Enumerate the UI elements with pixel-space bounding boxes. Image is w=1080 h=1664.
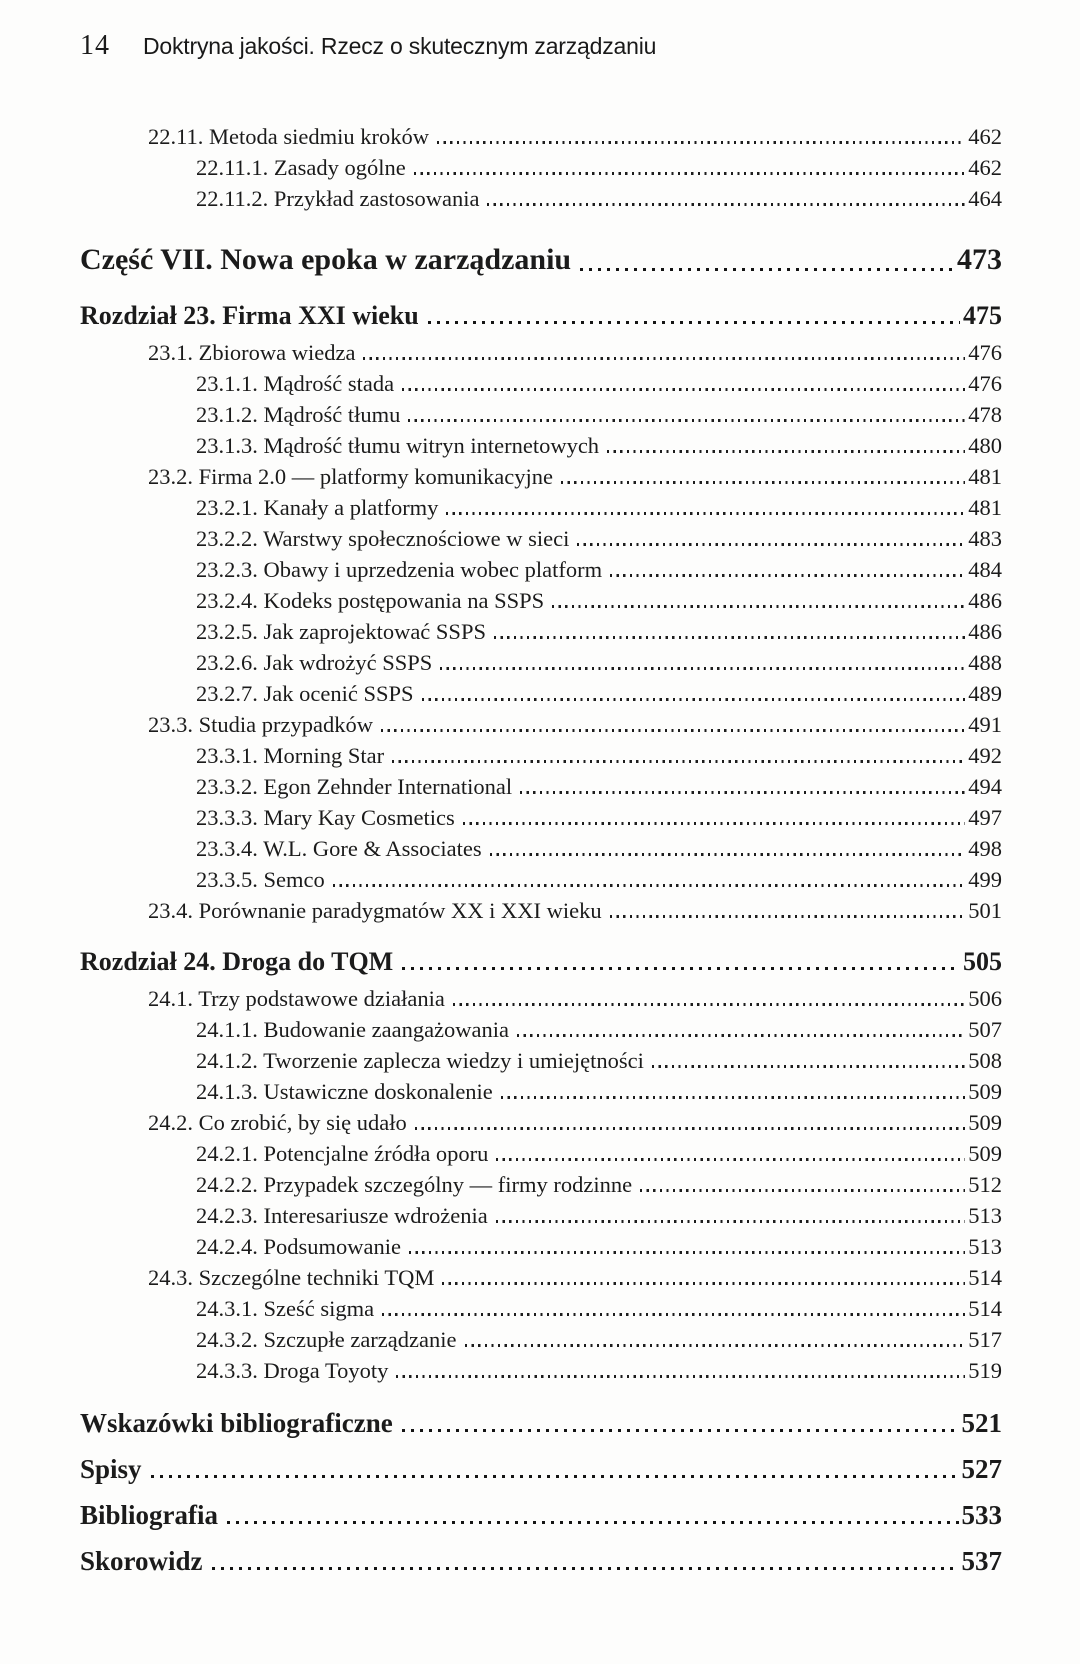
toc-entry-page: 481 — [968, 494, 1002, 520]
toc-entry-label: 24.2.4. Podsumowanie — [196, 1233, 401, 1259]
toc-entry-page: 486 — [968, 587, 1002, 613]
toc-entry-label: 24.2.2. Przypadek szczególny — firmy rodzinne — [196, 1171, 633, 1197]
toc-entry — [80, 365, 1002, 396]
toc-entry — [80, 520, 1002, 551]
toc-entry — [80, 396, 1002, 427]
toc-entry-page: 513 — [968, 1202, 1002, 1228]
toc-entry-label: 24.2. Co zrobić, by się udało — [148, 1109, 407, 1135]
toc-entry-page: 480 — [968, 432, 1002, 458]
toc-entry-page: 509 — [968, 1109, 1002, 1135]
table-of-contents — [80, 118, 1002, 1576]
dot-leader — [396, 1375, 965, 1378]
toc-entry — [80, 582, 1002, 613]
toc-entry — [80, 118, 1002, 149]
toc-entry-page: 514 — [968, 1295, 1002, 1321]
toc-entry-label: 23.3.4. W.L. Gore & Associates — [196, 835, 482, 861]
toc-entry-page: 475 — [963, 300, 1002, 330]
dot-leader — [496, 1220, 965, 1223]
dot-leader — [501, 1096, 965, 1099]
toc-entry-label: Rozdział 24. Droga do TQM — [80, 946, 394, 976]
toc-entry-label: 22.11.2. Przykład zastosowania — [196, 185, 480, 211]
toc-entry-label: 23.2.1. Kanały a platformy — [196, 494, 439, 520]
dot-leader — [640, 1189, 965, 1192]
toc-entry-page: 537 — [961, 1545, 1002, 1576]
dot-leader — [610, 915, 966, 918]
dot-leader — [212, 1567, 959, 1570]
toc-entry-label: 22.11.1. Zasady ogólne — [196, 154, 406, 180]
toc-entry-label: 23.2.2. Warstwy społecznościowe w sieci — [196, 525, 570, 551]
dot-leader — [607, 450, 965, 453]
dot-leader — [392, 760, 965, 763]
toc-entry — [80, 799, 1002, 830]
toc-entry-page: 506 — [968, 985, 1002, 1011]
dot-leader — [333, 884, 966, 887]
toc-entry — [80, 980, 1002, 1011]
toc-entry-label: 24.3.3. Droga Toyoty — [196, 1357, 389, 1383]
dot-leader — [414, 172, 965, 175]
dot-leader — [408, 419, 965, 422]
toc-entry-page: 519 — [968, 1357, 1002, 1383]
toc-entry-label: 23.1.2. Mądrość tłumu — [196, 401, 401, 427]
dot-leader — [382, 1313, 965, 1316]
toc-entry-label: 24.3.1. Sześć sigma — [196, 1295, 375, 1321]
toc-entry — [80, 768, 1002, 799]
toc-entry — [80, 1166, 1002, 1197]
dot-leader — [446, 512, 965, 515]
toc-entry-label: 23.4. Porównanie paradygmatów XX i XXI wieku — [148, 897, 602, 923]
dot-leader — [402, 967, 960, 970]
toc-entry — [80, 1352, 1002, 1383]
toc-entry-label: 24.1. Trzy podstawowe działania — [148, 985, 445, 1011]
toc-entry — [80, 1197, 1002, 1228]
toc-entry-label: 24.1.2. Tworzenie zaplecza wiedzy i umiejętności — [196, 1047, 644, 1073]
dot-leader — [442, 1282, 965, 1285]
toc-entry-label: 23.1.3. Mądrość tłumu witryn internetowych — [196, 432, 600, 458]
toc-entry-page: 505 — [963, 946, 1002, 976]
toc-entry-label: 23.3. Studia przypadków — [148, 711, 373, 737]
toc-entry — [80, 644, 1002, 675]
dot-leader — [409, 1251, 965, 1254]
toc-entry-label: Część VII. Nowa epoka w zarządzaniu — [80, 243, 572, 277]
dot-leader — [580, 268, 954, 271]
dot-leader — [422, 698, 966, 701]
toc-entry — [80, 935, 1002, 976]
toc-entry — [80, 1042, 1002, 1073]
toc-entry-label: Skorowidz — [80, 1545, 203, 1576]
toc-entry-page: 462 — [968, 123, 1002, 149]
toc-entry-label: 23.2.7. Jak ocenić SSPS — [196, 680, 414, 706]
toc-entry-page: 513 — [968, 1233, 1002, 1259]
toc-entry-page: 478 — [968, 401, 1002, 427]
toc-entry-label: 23.2.4. Kodeks postępowania na SSPS — [196, 587, 545, 613]
toc-entry-label: 24.3. Szczególne techniki TQM — [148, 1264, 435, 1290]
toc-entry-page: 476 — [968, 339, 1002, 365]
toc-entry-label: Spisy — [80, 1453, 142, 1484]
dot-leader — [151, 1475, 959, 1478]
toc-entry-page: 501 — [968, 897, 1002, 923]
toc-entry-label: 24.1.1. Budowanie zaangażowania — [196, 1016, 510, 1042]
toc-entry — [80, 1401, 1002, 1438]
toc-entry-label: 24.3.2. Szczupłe zarządzanie — [196, 1326, 457, 1352]
dot-leader — [610, 574, 965, 577]
toc-entry-label: Wskazówki bibliograficzne — [80, 1407, 393, 1438]
dot-leader — [652, 1065, 965, 1068]
toc-entry-label: 23.3.1. Morning Star — [196, 742, 385, 768]
toc-entry-page: 509 — [968, 1078, 1002, 1104]
toc-entry-page: 484 — [968, 556, 1002, 582]
dot-leader — [363, 357, 965, 360]
toc-entry — [80, 1104, 1002, 1135]
toc-entry — [80, 830, 1002, 861]
toc-entry — [80, 1447, 1002, 1484]
toc-entry-page: 481 — [968, 463, 1002, 489]
toc-entry-page: 473 — [957, 243, 1002, 277]
toc-entry — [80, 1290, 1002, 1321]
toc-entry-label: 24.2.1. Potencjalne źródła oporu — [196, 1140, 489, 1166]
toc-entry-label: 23.1.1. Mądrość stada — [196, 370, 395, 396]
dot-leader — [415, 1127, 966, 1130]
toc-entry — [80, 675, 1002, 706]
toc-entry-page: 476 — [968, 370, 1002, 396]
toc-entry-label: 23.2. Firma 2.0 — platformy komunikacyjne — [148, 463, 553, 489]
toc-entry — [80, 458, 1002, 489]
toc-entry — [80, 1011, 1002, 1042]
dot-leader — [402, 1429, 959, 1432]
toc-entry — [80, 489, 1002, 520]
toc-entry-page: 527 — [961, 1453, 1002, 1484]
toc-entry-label: 23.3.2. Egon Zehnder International — [196, 773, 513, 799]
toc-entry — [80, 613, 1002, 644]
toc-entry — [80, 1321, 1002, 1352]
toc-entry — [80, 1135, 1002, 1166]
toc-entry-page: 464 — [968, 185, 1002, 211]
toc-entry-label: 23.3.3. Mary Kay Cosmetics — [196, 804, 455, 830]
toc-entry — [80, 706, 1002, 737]
dot-leader — [494, 636, 965, 639]
toc-entry-label: 23.2.3. Obawy i uprzedzenia wobec platform — [196, 556, 603, 582]
dot-leader — [453, 1003, 965, 1006]
dot-leader — [520, 791, 965, 794]
toc-entry — [80, 551, 1002, 582]
toc-entry-label: 22.11. Metoda siedmiu kroków — [148, 123, 430, 149]
running-title: Doktryna jakości. Rzecz o skutecznym zarządzaniu — [143, 33, 657, 59]
toc-entry-page: 491 — [968, 711, 1002, 737]
toc-entry-page: 508 — [968, 1047, 1002, 1073]
toc-entry — [80, 334, 1002, 365]
dot-leader — [381, 729, 965, 732]
toc-entry-page: 492 — [968, 742, 1002, 768]
toc-entry-page: 517 — [968, 1326, 1002, 1352]
toc-entry-label: Rozdział 23. Firma XXI wieku — [80, 300, 419, 330]
toc-entry-page: 512 — [968, 1171, 1002, 1197]
dot-leader — [487, 203, 965, 206]
dot-leader — [465, 1344, 966, 1347]
toc-entry — [80, 1228, 1002, 1259]
toc-entry-page: 486 — [968, 618, 1002, 644]
toc-entry-page: 483 — [968, 525, 1002, 551]
toc-entry-page: 514 — [968, 1264, 1002, 1290]
toc-entry-label: 23.3.5. Semco — [196, 866, 325, 892]
toc-entry-label: 23.2.6. Jak wdrożyć SSPS — [196, 649, 433, 675]
dot-leader — [428, 321, 960, 324]
dot-leader — [440, 667, 965, 670]
page-number: 14 — [80, 30, 110, 61]
toc-entry — [80, 1539, 1002, 1576]
toc-entry-page: 494 — [968, 773, 1002, 799]
toc-entry — [80, 1073, 1002, 1104]
dot-leader — [517, 1034, 965, 1037]
toc-entry — [80, 737, 1002, 768]
toc-entry — [80, 149, 1002, 180]
toc-entry-label: Bibliografia — [80, 1499, 219, 1530]
page-header — [80, 30, 1002, 62]
dot-leader — [437, 141, 965, 144]
toc-entry — [80, 1259, 1002, 1290]
toc-entry-page: 498 — [968, 835, 1002, 861]
toc-entry — [80, 892, 1002, 923]
dot-leader — [496, 1158, 965, 1161]
dot-leader — [490, 853, 966, 856]
toc-entry-page: 521 — [961, 1407, 1002, 1438]
toc-entry-page: 499 — [968, 866, 1002, 892]
toc-entry-page: 533 — [961, 1499, 1002, 1530]
dot-leader — [577, 543, 965, 546]
dot-leader — [552, 605, 965, 608]
toc-entry — [80, 231, 1002, 277]
toc-entry — [80, 427, 1002, 458]
toc-entry — [80, 1493, 1002, 1530]
toc-entry-label: 23.2.5. Jak zaprojektować SSPS — [196, 618, 486, 644]
dot-leader — [402, 388, 965, 391]
toc-entry-page: 507 — [968, 1016, 1002, 1042]
toc-entry-label: 24.2.3. Interesariusze wdrożenia — [196, 1202, 488, 1228]
toc-entry — [80, 861, 1002, 892]
toc-entry — [80, 180, 1002, 211]
toc-entry-label: 24.1.3. Ustawiczne doskonalenie — [196, 1078, 493, 1104]
toc-entry-label: 23.1. Zbiorowa wiedza — [148, 339, 356, 365]
toc-entry — [80, 289, 1002, 330]
toc-entry-page: 462 — [968, 154, 1002, 180]
toc-entry-page: 488 — [968, 649, 1002, 675]
dot-leader — [561, 481, 965, 484]
dot-leader — [463, 822, 966, 825]
toc-entry-page: 509 — [968, 1140, 1002, 1166]
dot-leader — [227, 1521, 958, 1524]
toc-entry-page: 489 — [968, 680, 1002, 706]
toc-entry-page: 497 — [968, 804, 1002, 830]
